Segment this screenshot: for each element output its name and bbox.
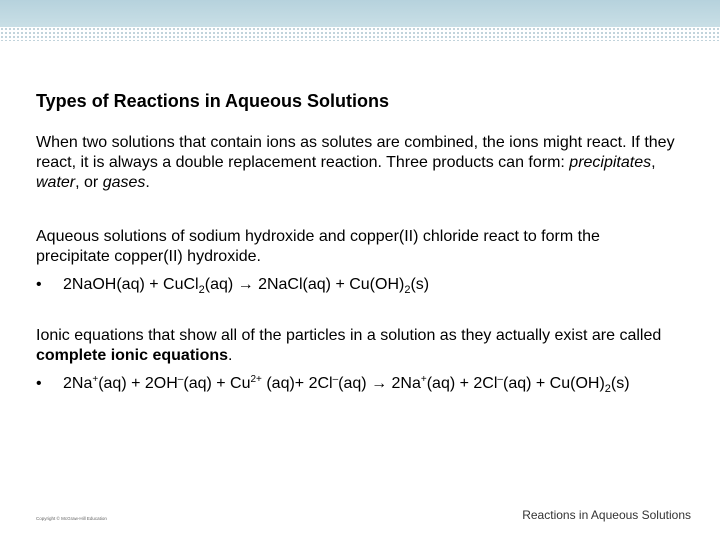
complete-ionic-term: complete ionic equations bbox=[36, 347, 229, 364]
precipitates-term: precipitates bbox=[569, 154, 652, 171]
footer-section-title: Reactions in Aqueous Solutions bbox=[522, 508, 691, 522]
header-band bbox=[0, 0, 720, 27]
slide-title: Types of Reactions in Aqueous Solutions bbox=[36, 91, 390, 111]
molecular-equation: 2NaOH(aq) + CuCl$_2$(aq) → 2NaCl(aq) + $Cu(OH)_2(s)$ bbox=[63, 276, 430, 296]
gases-term: gases bbox=[102, 174, 146, 191]
water-term: water bbox=[36, 174, 76, 191]
copyright-notice: Copyright © McGraw-Hill Education bbox=[36, 516, 107, 521]
example-paragraph: Aqueous solutions of sodium hydroxide and copper(II) chloride react to form the precipitate copper(II) hydroxide. bbox=[36, 228, 600, 265]
intro-paragraph: When two solutions that contain ions as solutes are combined, the ions might react. If they react, it is always a double replacement reaction. Three products can form: precipitates, water, or gases. bbox=[36, 134, 675, 191]
ionic-paragraph: Ionic equations that show all of the particles in a solution as they actually exist are called complete ionic equations. bbox=[36, 327, 662, 364]
bullet-marker: • bbox=[36, 276, 42, 293]
header-dotted-strip bbox=[0, 27, 720, 41]
bullet-marker: • bbox=[36, 375, 42, 392]
complete-ionic-equation: $2Na^+(aq) + 2OH^-(aq) + Cu^{2+}$ $(aq)+ 2Cl^-(aq) \to 2Na^+(aq) + 2Cl^-(aq) + Cu(OH)_2(s)$ bbox=[63, 374, 630, 395]
